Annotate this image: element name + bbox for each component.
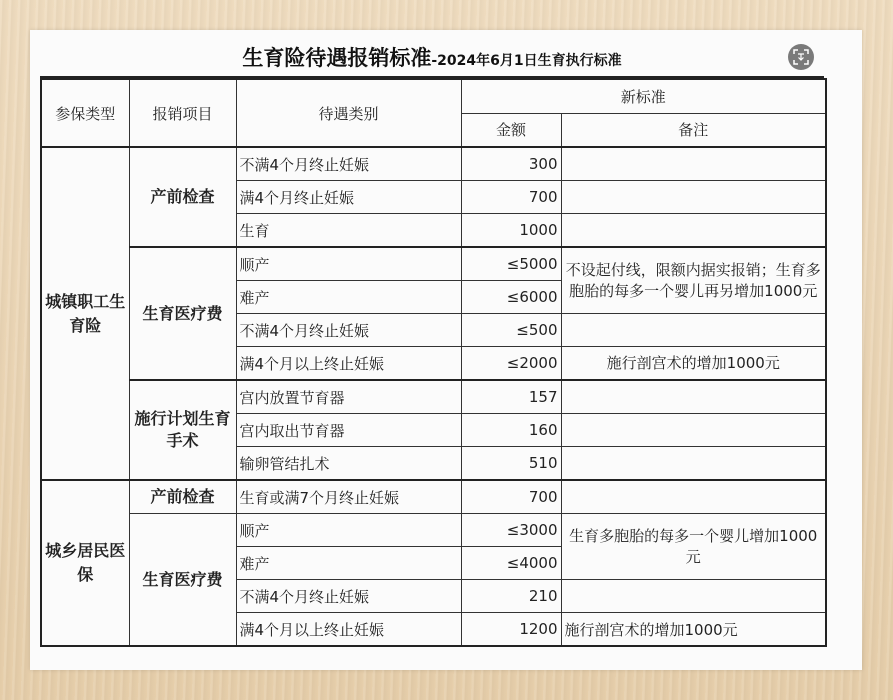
document-sheet (30, 30, 862, 670)
amount-cell: 700 (461, 480, 561, 514)
category-cell: 顺产 (236, 514, 461, 547)
category-cell: 难产 (236, 281, 461, 314)
amount-cell: ≤3000 (461, 514, 561, 547)
amount-cell: 160 (461, 414, 561, 447)
category-cell: 不满4个月终止妊娠 (236, 580, 461, 613)
note-cell (561, 480, 826, 514)
amount-cell: 300 (461, 147, 561, 181)
reimbursement-table (40, 78, 827, 647)
header-insurance-type: 参保类型 (41, 79, 129, 147)
insurance-type-urban-rural-resident: 城乡居民医保 (41, 480, 129, 646)
note-cell: 施行剖宫术的增加1000元 (561, 613, 826, 647)
header-new-standard: 新标准 (461, 79, 826, 113)
header-amount: 金额 (461, 113, 561, 147)
amount-cell: ≤500 (461, 314, 561, 347)
category-cell: 满4个月终止妊娠 (236, 181, 461, 214)
table-row (41, 480, 826, 514)
amount-cell: 157 (461, 380, 561, 414)
table-row (41, 147, 826, 181)
category-cell: 宫内放置节育器 (236, 380, 461, 414)
category-cell: 不满4个月终止妊娠 (236, 147, 461, 181)
insurance-type-urban-employee: 城镇职工生育险 (41, 147, 129, 480)
item-group: 产前检查 (129, 147, 236, 247)
item-group: 产前检查 (129, 480, 236, 514)
item-group: 生育医疗费 (129, 514, 236, 647)
category-cell: 生育 (236, 214, 461, 248)
note-cell (561, 181, 826, 214)
category-cell: 宫内取出节育器 (236, 414, 461, 447)
scan-translate-icon[interactable] (788, 44, 814, 70)
item-group: 生育医疗费 (129, 247, 236, 380)
item-group: 施行计划生育手术 (129, 380, 236, 480)
merged-note-cell: 不设起付线，限额内据实报销；生育多胞胎的每多一个婴儿再另增加1000元 (561, 247, 826, 314)
amount-cell: 510 (461, 447, 561, 481)
amount-cell: 700 (461, 181, 561, 214)
amount-cell: ≤6000 (461, 281, 561, 314)
note-cell (561, 414, 826, 447)
merged-note-cell: 生育多胞胎的每多一个婴儿增加1000元 (561, 514, 826, 580)
note-cell (561, 214, 826, 248)
category-cell: 生育或满7个月终止妊娠 (236, 480, 461, 514)
note-cell (561, 314, 826, 347)
note-cell (561, 147, 826, 181)
table-row (41, 247, 826, 281)
header-note: 备注 (561, 113, 826, 147)
table-row (41, 514, 826, 547)
note-cell (561, 447, 826, 481)
amount-cell: 1200 (461, 613, 561, 647)
category-cell: 难产 (236, 547, 461, 580)
title-main: 生育险待遇报销标准 (242, 46, 432, 70)
category-cell: 顺产 (236, 247, 461, 281)
title-sub: -2024年6月1日生育执行标准 (431, 53, 622, 69)
category-cell: 满4个月以上终止妊娠 (236, 613, 461, 647)
table-row (41, 380, 826, 414)
header-item: 报销项目 (129, 79, 236, 147)
category-cell: 满4个月以上终止妊娠 (236, 347, 461, 381)
page-title (40, 38, 824, 78)
amount-cell: ≤2000 (461, 347, 561, 381)
note-cell (561, 580, 826, 613)
note-cell: 施行剖宫术的增加1000元 (561, 347, 826, 381)
amount-cell: 1000 (461, 214, 561, 248)
category-cell: 输卵管结扎术 (236, 447, 461, 481)
amount-cell: 210 (461, 580, 561, 613)
header-category: 待遇类别 (236, 79, 461, 147)
note-cell (561, 380, 826, 414)
category-cell: 不满4个月终止妊娠 (236, 314, 461, 347)
amount-cell: ≤4000 (461, 547, 561, 580)
scan-glyph (793, 49, 809, 65)
amount-cell: ≤5000 (461, 247, 561, 281)
